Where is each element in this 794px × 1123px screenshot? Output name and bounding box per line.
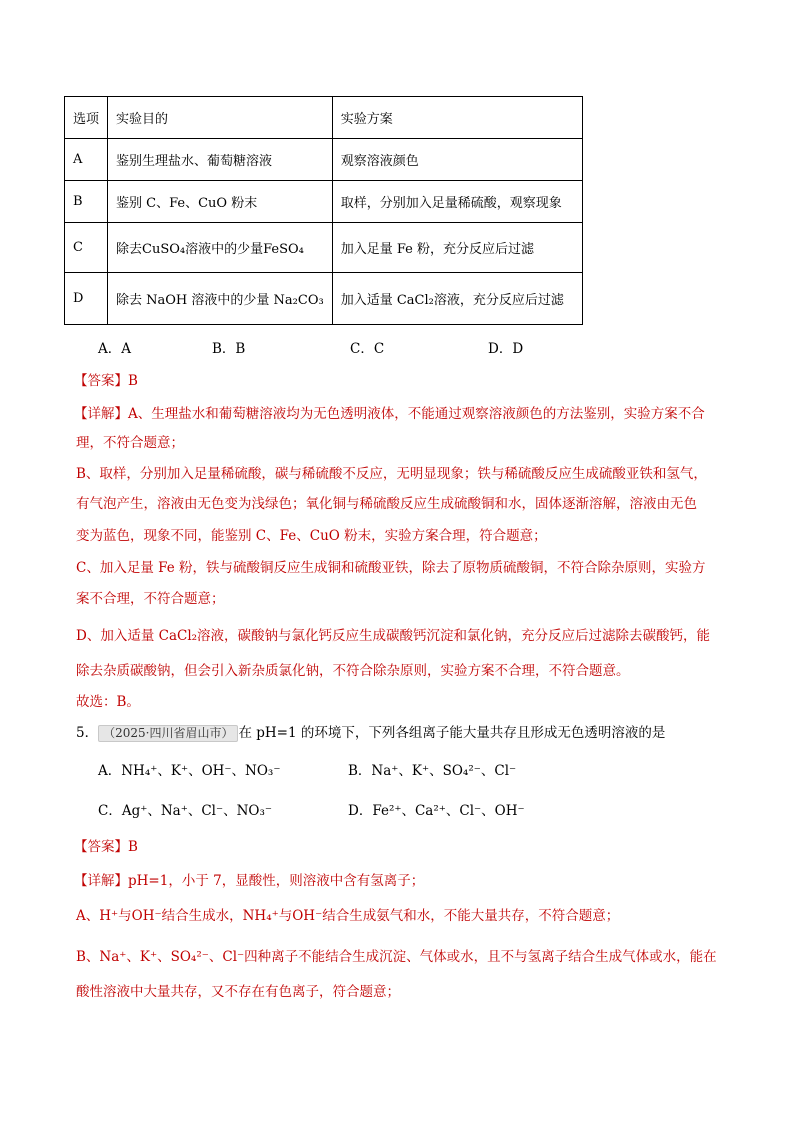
experiment-table bbox=[64, 96, 583, 325]
question-text: 在 pH=1 的环境下，下列各组离子能大量共存且形成无色透明溶液的是 bbox=[238, 725, 666, 741]
q4-detail-line: 故选：B。 bbox=[76, 694, 140, 710]
q4-detail-line: B、取样，分别加入足量稀硫酸，碳与稀硫酸不反应，无明显现象；铁与稀硫酸反应生成硫酸亚铁和氢气， bbox=[76, 466, 707, 482]
table-cell-option: C bbox=[65, 223, 108, 273]
q4-detail-line: 理，不符合题意； bbox=[76, 435, 184, 451]
table-cell-option: A bbox=[65, 139, 108, 181]
table-cell-plan: 加入适量 CaCl₂溶液，充分反应后过滤 bbox=[332, 273, 582, 325]
table-cell-goal: 除去 NaOH 溶液中的少量 Na₂CO₃ bbox=[108, 273, 333, 325]
table-header-row bbox=[65, 97, 583, 139]
q4-detail-line: 变为蓝色，现象不同，能鉴别 C、Fe、CuO 粉末，实验方案合理，符合题意； bbox=[76, 528, 547, 544]
q5-detail-line: 酸性溶液中大量共存，又不存在有色离子，符合题意； bbox=[76, 984, 400, 1000]
table-cell-plan: 加入足量 Fe 粉，充分反应后过滤 bbox=[332, 223, 582, 273]
q4-option-a: A．A bbox=[98, 341, 131, 357]
q5-option-a: A．NH₄⁺、K⁺、OH⁻、NO₃⁻ bbox=[98, 763, 281, 779]
q4-detail-line: 有气泡产生，溶液由无色变为浅绿色；氧化铜与稀硫酸反应生成硫酸铜和水，固体逐渐溶解，溶液由无色 bbox=[76, 496, 697, 512]
q4-detail-line: 案不合理，不符合题意； bbox=[76, 591, 225, 607]
table-header-goal: 实验目的 bbox=[108, 97, 333, 139]
q4-detail-line: 除去杂质碳酸钠，但会引入新杂质氯化钠，不符合除杂原则，实验方案不合理，不符合题意。 bbox=[76, 663, 630, 679]
table-cell-goal: 鉴别 C、Fe、CuO 粉末 bbox=[108, 181, 333, 223]
table-cell-goal: 除去CuSO₄溶液中的少量FeSO₄ bbox=[108, 223, 333, 273]
q4-answer bbox=[74, 369, 138, 389]
q5-detail-line: A、H⁺与OH⁻结合生成水，NH₄⁺与OH⁻结合生成氨气和水，不能大量共存，不符合题意； bbox=[76, 908, 620, 924]
table-row bbox=[65, 139, 583, 181]
q5-stem bbox=[76, 721, 665, 742]
q4-option-b: B．B bbox=[212, 341, 246, 357]
question-number: 5． bbox=[76, 725, 99, 741]
answer-label: 【答案】 bbox=[74, 839, 128, 855]
source-tag: （2025·四川省眉山市） bbox=[98, 725, 238, 742]
table-cell-option: D bbox=[65, 273, 108, 325]
q4-option-d: D．D bbox=[488, 341, 524, 357]
table-cell-goal: 鉴别生理盐水、葡萄糖溶液 bbox=[108, 139, 333, 181]
table-row bbox=[65, 273, 583, 325]
table-header-plan: 实验方案 bbox=[332, 97, 582, 139]
table-cell-plan: 取样，分别加入足量稀硫酸，观察现象 bbox=[332, 181, 582, 223]
q5-answer bbox=[74, 835, 138, 855]
table-cell-plan: 观察溶液颜色 bbox=[332, 139, 582, 181]
answer-label: 【答案】 bbox=[74, 373, 128, 389]
table-row bbox=[65, 181, 583, 223]
q4-option-c: C．C bbox=[350, 341, 385, 357]
q5-option-c: C．Ag⁺、Na⁺、Cl⁻、NO₃⁻ bbox=[98, 803, 273, 819]
q5-detail-line: 【详解】pH=1，小于 7，显酸性，则溶液中含有氢离子； bbox=[74, 873, 425, 889]
q5-option-b: B．Na⁺、K⁺、SO₄²⁻、Cl⁻ bbox=[348, 763, 517, 779]
q4-detail-line: 【详解】A、生理盐水和葡萄糖溶液均为无色透明液体，不能通过观察溶液颜色的方法鉴别，实验方案不合 bbox=[74, 406, 705, 422]
table-header-option: 选项 bbox=[65, 97, 108, 139]
q5-option-d: D．Fe²⁺、Ca²⁺、Cl⁻、OH⁻ bbox=[348, 803, 525, 819]
table-cell-option: B bbox=[65, 181, 108, 223]
answer-value: B bbox=[128, 373, 138, 389]
q4-detail-line: D、加入适量 CaCl₂溶液，碳酸钠与氯化钙反应生成碳酸钙沉淀和氯化钠，充分反应后过滤除去碳酸钙，能 bbox=[76, 628, 711, 644]
answer-value: B bbox=[128, 839, 138, 855]
table-row bbox=[65, 223, 583, 273]
q4-detail-line: C、加入足量 Fe 粉，铁与硫酸铜反应生成铜和硫酸亚铁，除去了原物质硫酸铜，不符合除杂原则，实验方 bbox=[76, 560, 706, 576]
q5-detail-line: B、Na⁺、K⁺、SO₄²⁻、Cl⁻四种离子不能结合生成沉淀、气体或水，且不与氢离子结合生成气体或水，能在 bbox=[76, 949, 717, 965]
